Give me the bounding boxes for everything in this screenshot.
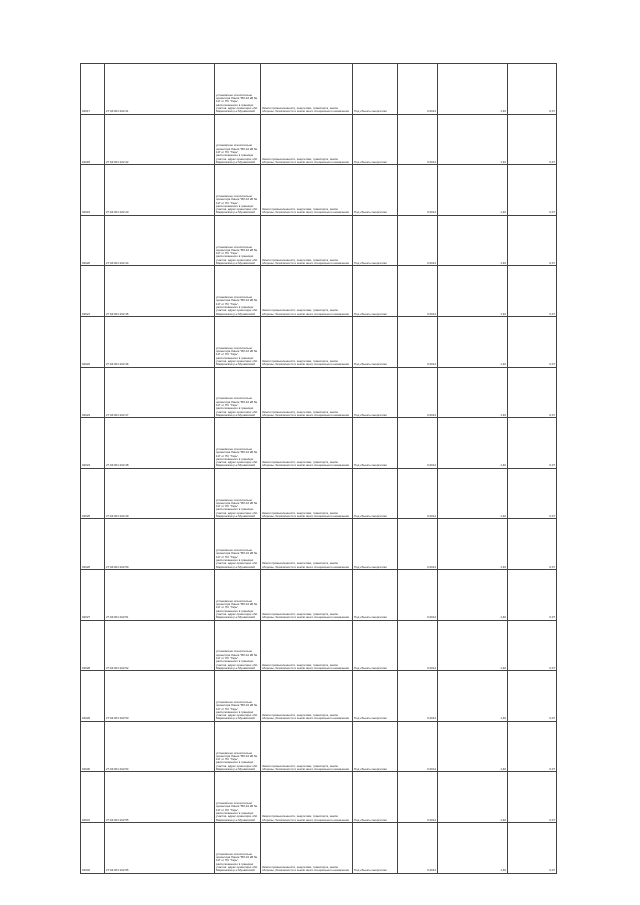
cell-permitted-use: [353, 418, 398, 469]
cell-permitted-use: [353, 64, 398, 115]
cell-cadastral-number: [105, 316, 215, 367]
cell-land-category: [261, 367, 353, 418]
cell-coefficient-text: 1,40: [500, 514, 506, 519]
cell-cadastral-number: [105, 367, 215, 418]
cell-coefficient-text: 1,40: [500, 868, 506, 873]
cell-location: [215, 822, 261, 873]
cell-cadastral-number-text: 27:04:001:102:51: [106, 615, 129, 620]
cell-rate: [508, 114, 557, 165]
table-row: [81, 519, 557, 570]
cell-cadastral-number: [105, 721, 215, 772]
cell-code-text: 02631: [82, 817, 91, 822]
cell-location-text: установлено относительно ориентира Линия "ВЛ-10 кВ № 11Г от ПС "Гарь", расположенного в границах участка. адрес ориентира: обл. Мариинская р-н Мушкинский: [216, 446, 259, 468]
cell-permitted-use-text: Под объекты энергетики: [354, 716, 387, 721]
cell-cadastral-number-text: 27:04:001:102:45: [106, 311, 129, 316]
cell-permitted-use-text: Под объекты энергетики: [354, 463, 387, 468]
cell-land-category-text: Земли промышленности, энергетики, транспорта, земли обороны, безопасности и земли иного специального назначения: [262, 358, 349, 367]
cell-permitted-use: [353, 215, 398, 266]
cell-location-text: установлено относительно ориентира Линия "ВЛ-10 кВ № 11Г от ПС "Гарь", расположенного в границах участка. адрес ориентира: обл. Мариинская р-н Мушкинский: [216, 750, 259, 772]
cell-land-category: [261, 316, 353, 367]
cell-rate-text: 0,07: [549, 615, 555, 620]
cell-coefficient: [438, 468, 508, 519]
cell-cadastral-number-text: 27:04:001:102:44: [106, 261, 129, 266]
cell-code-text: 02617: [82, 109, 91, 114]
cell-land-category-text: Земли промышленности, энергетики, транспорта, земли обороны, безопасности и земли иного специального назначения: [262, 156, 349, 164]
cell-code-text: 02627: [82, 615, 91, 620]
cell-permitted-use: [353, 721, 398, 772]
table-body: [81, 64, 557, 874]
cell-land-category: [261, 519, 353, 570]
cell-coefficient-text: 1,40: [500, 362, 506, 367]
cell-land-category-text: Земли промышленности, энергетики, транспорта, земли обороны, безопасности и земли иного специального назначения: [262, 864, 349, 873]
cell-area: [398, 64, 438, 115]
cell-coefficient: [438, 215, 508, 266]
cell-land-category-text: Земли промышленности, энергетики, транспорта, земли обороны, безопасности и земли иного специального назначения: [262, 611, 349, 620]
cell-land-category: [261, 822, 353, 873]
table-row: [81, 64, 557, 115]
cell-cadastral-number-text: 27:04:001:102:41: [106, 109, 129, 114]
cell-cadastral-number-text: 27:04:001:102:52: [106, 665, 129, 670]
cell-coefficient-text: 1,40: [500, 412, 506, 417]
cell-code-text: 02625: [82, 514, 91, 519]
cell-code: [81, 519, 105, 570]
cell-permitted-use: [353, 671, 398, 722]
cell-permitted-use: [353, 468, 398, 519]
cell-coefficient-text: 1,40: [500, 311, 506, 316]
cell-coefficient: [438, 64, 508, 115]
cell-permitted-use: [353, 165, 398, 216]
cell-permitted-use: [353, 367, 398, 418]
cell-coefficient: [438, 671, 508, 722]
cell-area: [398, 367, 438, 418]
cell-area: [398, 620, 438, 671]
cell-area-text: 0,0014: [427, 311, 436, 316]
cell-land-category: [261, 569, 353, 620]
cell-cadastral-number: [105, 620, 215, 671]
cell-cadastral-number: [105, 468, 215, 519]
cell-area: [398, 822, 438, 873]
cell-cadastral-number-text: 27:04:001:102:42: [106, 159, 129, 164]
cell-land-category-text: Земли промышленности, энергетики, транспорта, земли обороны, безопасности и земли иного специального назначения: [262, 460, 349, 468]
cell-cadastral-number-text: 27:04:001:102:56: [106, 868, 129, 873]
cell-location-text: установлено относительно ориентира Линия "ВЛ-10 кВ № 11Г от ПС "Гарь", расположенного в границах участка. адрес ориентира: обл. Мариинская р-н Мушкинский: [216, 244, 259, 266]
cell-location-text: установлено относительно ориентира Линия "ВЛ-10 кВ № 11Г от ПС "Гарь", расположенного в границах участка. адрес ориентира: обл. Мариинская р-н Мушкинский: [216, 649, 259, 670]
cell-rate-text: 0,07: [549, 665, 555, 670]
cell-rate: [508, 519, 557, 570]
cell-land-category-text: Земли промышленности, энергетики, транспорта, земли обороны, безопасности и земли иного специального назначения: [262, 814, 349, 822]
cell-location: [215, 367, 261, 418]
cell-code: [81, 620, 105, 671]
cell-location: [215, 721, 261, 772]
cell-code-text: 02629: [82, 716, 91, 721]
cell-coefficient-text: 1,40: [500, 109, 506, 114]
cell-land-category-text: Земли промышленности, энергетики, транспорта, земли обороны, безопасности и земли иного специального назначения: [262, 308, 349, 316]
cell-location: [215, 671, 261, 722]
cell-permitted-use-text: Под объекты энергетики: [354, 767, 387, 772]
cell-cadastral-number: [105, 114, 215, 165]
cell-location-text: установлено относительно ориентира Линия "ВЛ-10 кВ № 11Г от ПС "Гарь", расположенного в границах участка. адрес ориентира: обл. Мариинская р-н Мушкинский: [216, 699, 259, 721]
cell-area-text: 0,0014: [427, 159, 436, 164]
table-row: [81, 367, 557, 418]
cell-rate: [508, 772, 557, 823]
cell-code: [81, 316, 105, 367]
cell-location: [215, 64, 261, 115]
cell-area: [398, 215, 438, 266]
cell-area-text: 0,0014: [427, 767, 436, 772]
cell-cadastral-number: [105, 266, 215, 317]
cell-land-category-text: Земли промышленности, энергетики, транспорта, земли обороны, безопасности и земли иного специального назначения: [262, 510, 349, 519]
cell-coefficient-text: 1,40: [500, 210, 506, 215]
cell-coefficient: [438, 721, 508, 772]
table-row: [81, 418, 557, 469]
cell-permitted-use-text: Под объекты энергетики: [354, 109, 387, 114]
cell-code-text: 02622: [82, 362, 91, 367]
cell-code: [81, 367, 105, 418]
cell-area: [398, 114, 438, 165]
cell-permitted-use: [353, 519, 398, 570]
cell-rate-text: 0,07: [549, 210, 555, 215]
cell-permitted-use-text: Под объекты энергетики: [354, 210, 387, 215]
cell-code-text: 02628: [82, 665, 91, 670]
cell-area: [398, 468, 438, 519]
cell-location: [215, 215, 261, 266]
cell-area: [398, 165, 438, 216]
cell-location: [215, 165, 261, 216]
cell-coefficient: [438, 519, 508, 570]
cell-rate: [508, 620, 557, 671]
cell-rate: [508, 215, 557, 266]
cell-land-category: [261, 215, 353, 266]
table-row: [81, 822, 557, 873]
cell-area-text: 0,0014: [427, 514, 436, 519]
cell-rate: [508, 316, 557, 367]
cell-rate-text: 0,07: [549, 261, 555, 266]
cell-location: [215, 519, 261, 570]
cell-location: [215, 620, 261, 671]
cell-rate: [508, 569, 557, 620]
cell-location-text: установлено относительно ориентира Линия "ВЛ-10 кВ № 11Г от ПС "Гарь", расположенного в границах участка. адрес ориентира: обл. Мариинская р-н Мушкинский: [216, 345, 259, 367]
cell-rate: [508, 165, 557, 216]
cell-code-text: 02620: [82, 261, 91, 266]
cell-cadastral-number-text: 27:04:001:102:43: [106, 210, 129, 215]
cell-permitted-use-text: Под объекты энергетики: [354, 868, 387, 873]
cell-permitted-use: [353, 772, 398, 823]
cell-area-text: 0,0014: [427, 210, 436, 215]
cell-location-text: установлено относительно ориентира Линия "ВЛ-10 кВ № 11Г от ПС "Гарь", расположенного в границах участка. адрес ориентира: обл. Мариинская р-н Мушкинский: [216, 497, 259, 519]
cell-area: [398, 569, 438, 620]
cell-coefficient-text: 1,40: [500, 615, 506, 620]
cell-permitted-use-text: Под объекты энергетики: [354, 615, 387, 620]
cell-permitted-use-text: Под объекты энергетики: [354, 159, 387, 164]
cell-rate-text: 0,07: [549, 564, 555, 569]
cell-cadastral-number: [105, 64, 215, 115]
cell-rate: [508, 266, 557, 317]
cell-permitted-use-text: Под объекты энергетики: [354, 665, 387, 670]
cell-permitted-use: [353, 569, 398, 620]
cell-code: [81, 671, 105, 722]
cell-rate-text: 0,07: [549, 463, 555, 468]
cell-location-text: установлено относительно ориентира Линия "ВЛ-10 кВ № 11Г от ПС "Гарь", расположенного в границах участка. адрес ориентира: обл. Мариинская р-н Мушкинский: [216, 548, 259, 569]
cell-rate-text: 0,07: [549, 514, 555, 519]
cell-area: [398, 671, 438, 722]
cell-area-text: 0,0014: [427, 665, 436, 670]
cell-code: [81, 114, 105, 165]
cell-cadastral-number: [105, 519, 215, 570]
cell-area-text: 0,0014: [427, 463, 436, 468]
cell-rate-text: 0,07: [549, 412, 555, 417]
cell-land-category: [261, 468, 353, 519]
cell-cadastral-number-text: 27:04:001:102:48: [106, 463, 129, 468]
cell-location-text: установлено относительно ориентира Линия "ВЛ-10 кВ № 11Г от ПС "Гарь", расположенного в границах участка. адрес ориентира: обл. Мариинская р-н Мушкинский: [216, 92, 259, 114]
table-row: [81, 620, 557, 671]
table-row: [81, 671, 557, 722]
cell-location: [215, 114, 261, 165]
cell-code: [81, 822, 105, 873]
cell-area-text: 0,0014: [427, 362, 436, 367]
cell-permitted-use-text: Под объекты энергетики: [354, 514, 387, 519]
cell-permitted-use-text: Под объекты энергетики: [354, 564, 387, 569]
cell-permitted-use: [353, 620, 398, 671]
cell-rate: [508, 822, 557, 873]
table-row: [81, 468, 557, 519]
cell-land-category: [261, 266, 353, 317]
table-row: [81, 316, 557, 367]
cell-coefficient: [438, 367, 508, 418]
cell-code-text: 02632: [82, 868, 91, 873]
cell-permitted-use-text: Под объекты энергетики: [354, 261, 387, 266]
cell-location: [215, 316, 261, 367]
cell-rate-text: 0,07: [549, 159, 555, 164]
cell-rate-text: 0,07: [549, 109, 555, 114]
cell-land-category: [261, 721, 353, 772]
cell-area: [398, 418, 438, 469]
cell-land-category-text: Земли промышленности, энергетики, транспорта, земли обороны, безопасности и земли иного специального назначения: [262, 409, 349, 417]
cell-land-category: [261, 165, 353, 216]
cell-cadastral-number: [105, 671, 215, 722]
cell-code: [81, 721, 105, 772]
cell-rate-text: 0,07: [549, 716, 555, 721]
cell-coefficient-text: 1,40: [500, 767, 506, 772]
cell-rate: [508, 468, 557, 519]
cell-cadastral-number: [105, 215, 215, 266]
cell-land-category: [261, 114, 353, 165]
cell-area-text: 0,0014: [427, 109, 436, 114]
cell-rate-text: 0,07: [549, 362, 555, 367]
cell-permitted-use-text: Под объекты энергетики: [354, 817, 387, 822]
cell-permitted-use-text: Под объекты энергетики: [354, 362, 387, 367]
cell-land-category: [261, 620, 353, 671]
cell-cadastral-number-text: 27:04:001:102:47: [106, 412, 129, 417]
table-row: [81, 721, 557, 772]
cell-coefficient: [438, 165, 508, 216]
cell-permitted-use-text: Под объекты энергетики: [354, 311, 387, 316]
cell-rate: [508, 418, 557, 469]
cell-rate: [508, 671, 557, 722]
cell-location-text: установлено относительно ориентира Линия "ВЛ-10 кВ № 11Г от ПС "Гарь", расположенного в границах участка. адрес ориентира: обл. Мариинская р-н Мушкинский: [216, 396, 259, 417]
cell-area: [398, 721, 438, 772]
cell-cadastral-number: [105, 165, 215, 216]
cell-coefficient: [438, 822, 508, 873]
cell-location-text: установлено относительно ориентира Линия "ВЛ-10 кВ № 11Г от ПС "Гарь", расположенного в границах участка. адрес ориентира: обл. Мариинская р-н Мушкинский: [216, 598, 259, 620]
cell-area: [398, 266, 438, 317]
table-row: [81, 266, 557, 317]
cell-area-text: 0,0014: [427, 615, 436, 620]
cell-area-text: 0,0014: [427, 817, 436, 822]
cell-area-text: 0,0014: [427, 261, 436, 266]
cell-code-text: 02624: [82, 463, 91, 468]
table-row: [81, 772, 557, 823]
cell-coefficient: [438, 772, 508, 823]
cell-coefficient: [438, 620, 508, 671]
cell-code: [81, 165, 105, 216]
cell-location: [215, 569, 261, 620]
cell-cadastral-number: [105, 418, 215, 469]
cell-permitted-use: [353, 266, 398, 317]
cell-coefficient: [438, 114, 508, 165]
cell-location: [215, 266, 261, 317]
cell-permitted-use: [353, 822, 398, 873]
cell-permitted-use: [353, 114, 398, 165]
cell-area-text: 0,0014: [427, 564, 436, 569]
cell-land-category-text: Земли промышленности, энергетики, транспорта, земли обороны, безопасности и земли иного специального назначения: [262, 713, 349, 721]
cell-code: [81, 64, 105, 115]
cell-code-text: 02619: [82, 210, 91, 215]
cell-cadastral-number: [105, 822, 215, 873]
cell-land-category-text: Земли промышленности, энергетики, транспорта, земли обороны, безопасности и земли иного специального назначения: [262, 561, 349, 569]
cell-land-category-text: Земли промышленности, энергетики, транспорта, земли обороны, безопасности и земли иного специального назначения: [262, 257, 349, 266]
cell-code: [81, 418, 105, 469]
cell-land-category-text: Земли промышленности, энергетики, транспорта, земли обороны, безопасности и земли иного специального назначения: [262, 763, 349, 772]
cell-cadastral-number-text: 27:04:001:102:46: [106, 362, 129, 367]
table-row: [81, 569, 557, 620]
table-row: [81, 165, 557, 216]
cell-rate-text: 0,07: [549, 817, 555, 822]
cell-land-category-text: Земли промышленности, энергетики, транспорта, земли обороны, безопасности и земли иного специального назначения: [262, 106, 349, 114]
cell-code: [81, 266, 105, 317]
cell-area-text: 0,0014: [427, 868, 436, 873]
cell-coefficient-text: 1,40: [500, 463, 506, 468]
cell-area: [398, 519, 438, 570]
cell-coefficient-text: 1,40: [500, 261, 506, 266]
cell-location: [215, 772, 261, 823]
cell-permitted-use-text: Под объекты энергетики: [354, 412, 387, 417]
cell-code-text: 02621: [82, 311, 91, 316]
table-row: [81, 215, 557, 266]
cell-rate-text: 0,07: [549, 767, 555, 772]
cell-code: [81, 215, 105, 266]
cell-coefficient-text: 1,40: [500, 564, 506, 569]
cell-coefficient-text: 1,40: [500, 716, 506, 721]
cell-code: [81, 772, 105, 823]
cell-code: [81, 468, 105, 519]
cell-location-text: установлено относительно ориентира Линия "ВЛ-10 кВ № 11Г от ПС "Гарь", расположенного в границах участка. адрес ориентира: обл. Мариинская р-н Мушкинский: [216, 801, 259, 822]
cell-location-text: установлено относительно ориентира Линия "ВЛ-10 кВ № 11Г от ПС "Гарь", расположенного в границах участка. адрес ориентира: обл. Мариинская р-н Мушкинский: [216, 295, 259, 316]
table-row: [81, 114, 557, 165]
cell-land-category: [261, 671, 353, 722]
cell-cadastral-number-text: 27:04:001:102:55: [106, 817, 129, 822]
cell-cadastral-number: [105, 772, 215, 823]
cell-coefficient-text: 1,40: [500, 665, 506, 670]
cell-cadastral-number-text: 27:04:001:102:49: [106, 514, 129, 519]
cell-coefficient: [438, 266, 508, 317]
cell-rate: [508, 64, 557, 115]
cell-code-text: 02623: [82, 412, 91, 417]
cell-land-category-text: Земли промышленности, энергетики, транспорта, земли обороны, безопасности и земли иного специального назначения: [262, 207, 349, 215]
cell-rate: [508, 367, 557, 418]
cell-location: [215, 418, 261, 469]
cell-code-text: 02626: [82, 564, 91, 569]
cell-location-text: установлено относительно ориентира Линия "ВЛ-10 кВ № 11Г от ПС "Гарь", расположенного в границах участка. адрес ориентира: обл. Мариинская р-н Мушкинский: [216, 851, 259, 873]
cell-coefficient: [438, 418, 508, 469]
cell-area-text: 0,0014: [427, 412, 436, 417]
cell-area-text: 0,0014: [427, 716, 436, 721]
cell-coefficient: [438, 569, 508, 620]
cell-land-category: [261, 418, 353, 469]
cell-land-category-text: Земли промышленности, энергетики, транспорта, земли обороны, безопасности и земли иного специального назначения: [262, 662, 349, 670]
cell-location-text: установлено относительно ориентира Линия "ВЛ-10 кВ № 11Г от ПС "Гарь", расположенного в границах участка. адрес ориентира: обл. Мариинская р-н Мушкинский: [216, 194, 259, 215]
cell-location: [215, 468, 261, 519]
cell-area: [398, 772, 438, 823]
cell-rate-text: 0,07: [549, 868, 555, 873]
cell-coefficient: [438, 316, 508, 367]
land-plots-table: [80, 63, 557, 874]
cell-land-category: [261, 64, 353, 115]
cell-cadastral-number-text: 27:04:001:102:54: [106, 767, 129, 772]
cell-rate: [508, 721, 557, 772]
cell-code-text: 02618: [82, 159, 91, 164]
cell-cadastral-number-text: 27:04:001:102:53: [106, 716, 129, 721]
cell-coefficient-text: 1,40: [500, 817, 506, 822]
cell-code-text: 02630: [82, 767, 91, 772]
cell-permitted-use: [353, 316, 398, 367]
cell-code: [81, 569, 105, 620]
cell-cadastral-number: [105, 569, 215, 620]
cell-rate-text: 0,07: [549, 311, 555, 316]
cell-area: [398, 316, 438, 367]
cell-cadastral-number-text: 27:04:001:102:50: [106, 564, 129, 569]
cell-location-text: установлено относительно ориентира Линия "ВЛ-10 кВ № 11Г от ПС "Гарь", расположенного в границах участка. адрес ориентира: обл. Мариинская р-н Мушкинский: [216, 143, 259, 164]
cell-land-category: [261, 772, 353, 823]
cell-coefficient-text: 1,40: [500, 159, 506, 164]
